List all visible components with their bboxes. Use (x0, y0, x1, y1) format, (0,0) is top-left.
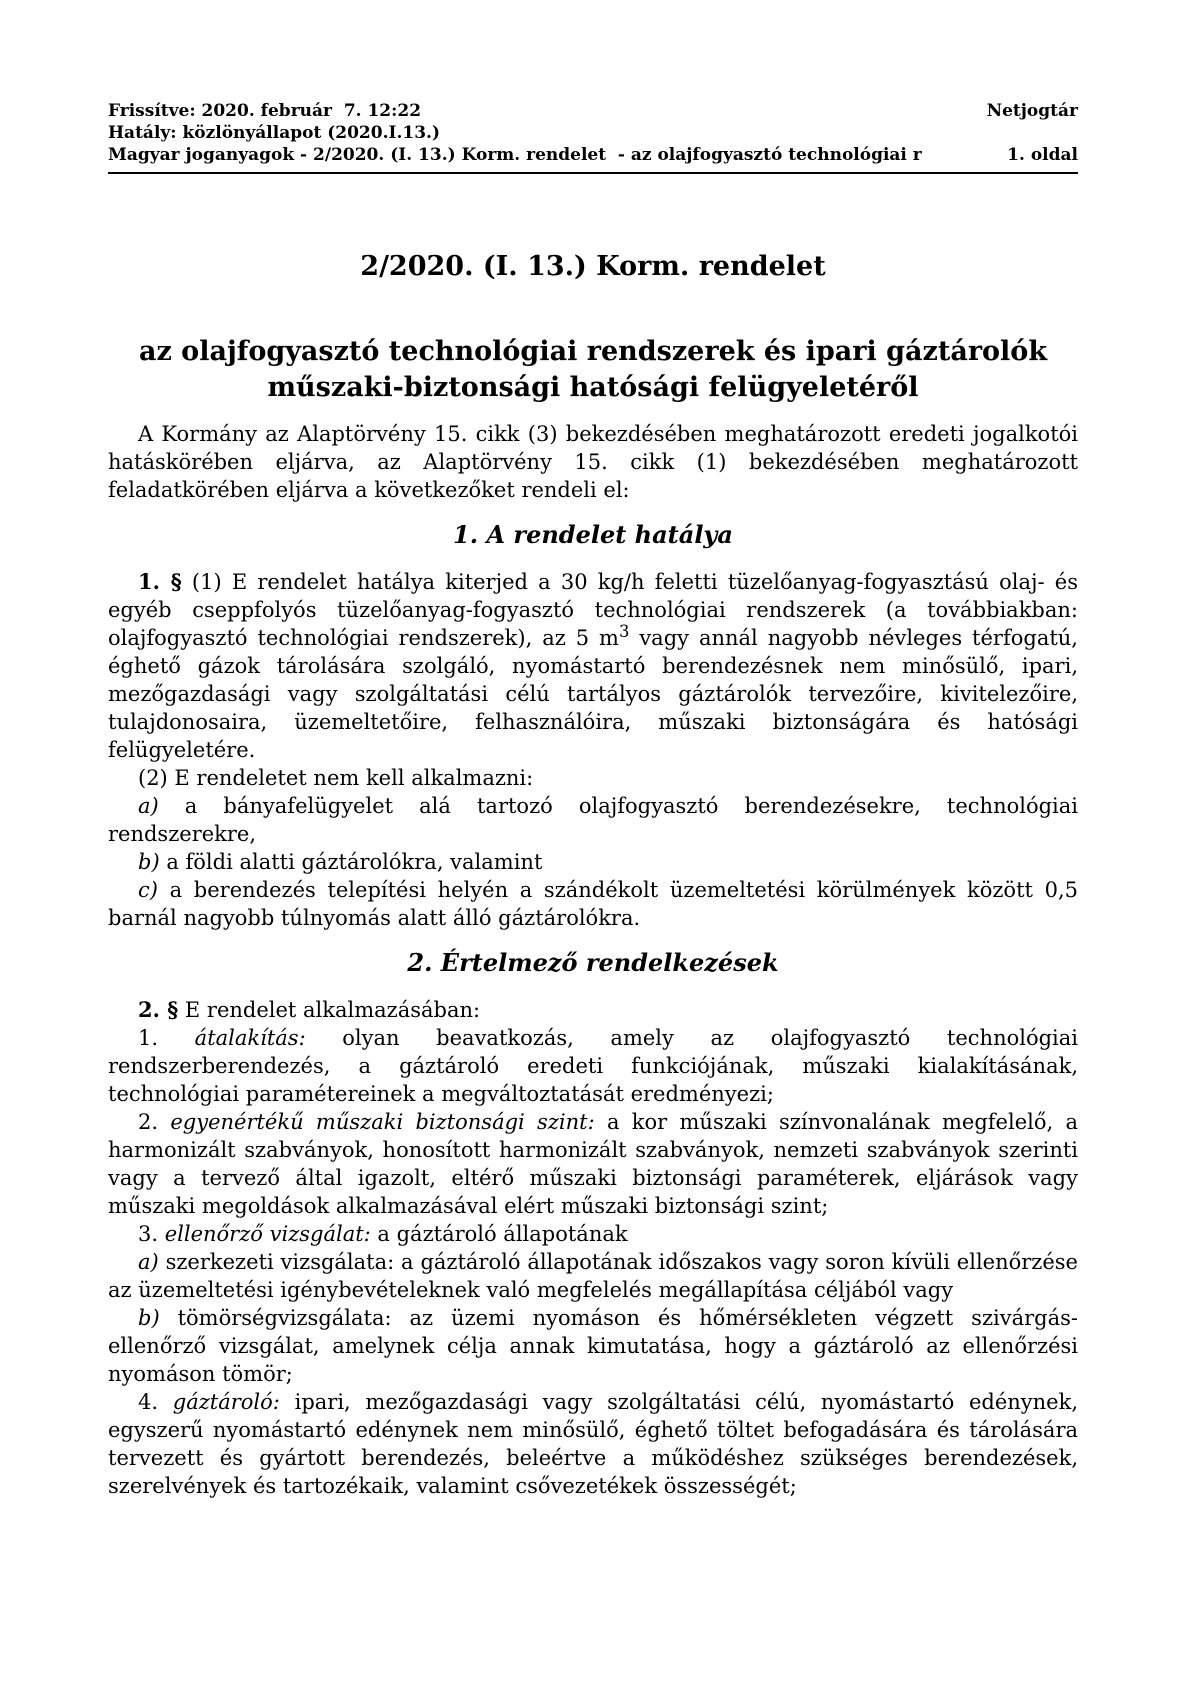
text-segment: 1. § (138, 569, 182, 594)
text-segment: a bányafelügyelet alá tartozó olajfogyasztó berendezésekre, technológiai rendszerekre, (108, 794, 1078, 846)
text-segment: egyenértékű műszaki biztonsági szint: (170, 1110, 595, 1134)
header-row-3 (108, 144, 1078, 166)
text-segment: a gáztároló állapotának (370, 1222, 628, 1246)
paragraph (108, 792, 1078, 848)
paragraph (108, 1024, 1078, 1108)
text-segment: c) (138, 878, 158, 902)
text-segment: b) (138, 850, 160, 874)
text-segment: E rendelet alkalmazásában: (178, 998, 481, 1022)
paragraph (108, 1220, 1078, 1248)
text-segment: ipari, mezőgazdasági vagy szolgáltatási célú, nyomástartó edénynek, egyszerű nyomástartó edénynek nem minősülő, éghető töltet befogadására és tárolására tervezett és gyártott berendezés, beleértve a működéshez szükséges berendezések, szerelvények és tartozékaik, valamint csővezetékek összességét; (108, 1390, 1078, 1498)
paragraph (108, 1108, 1078, 1220)
text-segment: a kor műszaki színvonalának megfelelő, a harmonizált szabványok, honosított harmonizált szabványok, nemzeti szabványok szerinti vagy a tervező által igazolt, eltérő műszaki biztonsági paraméterek, eljárások vagy műszaki megoldások alkalmazásával elért műszaki biztonsági szint; (108, 1110, 1078, 1218)
text-segment: 1. (138, 1026, 195, 1050)
paragraph (108, 1248, 1078, 1304)
paragraph (108, 996, 1078, 1024)
text-segment: átalakítás: (194, 1026, 306, 1050)
paragraph (108, 568, 1078, 764)
paragraph (108, 848, 1078, 876)
header-divider (108, 172, 1078, 174)
header-updated-text: Frissítve: 2020. február 7. 12:22 (108, 101, 422, 121)
document-header (108, 100, 1078, 174)
header-validity-text: Hatály: közlönyállapot (2020.I.13.) (108, 123, 440, 143)
text-segment: ellenőrző vizsgálat: (164, 1222, 371, 1246)
text-segment: olyan beavatkozás, amely az olajfogyasztó technológiai rendszerberendezés, a gáztároló eredeti funkciójának, műszaki kialakításának, technológiai paramétereinek a megváltoztatását eredményezi; (108, 1026, 1078, 1106)
paragraph (108, 420, 1078, 504)
decree-subtitle: az olajfogyasztó technológiai rendszerek és ipari gáztárolók műszaki-biztonsági hatósági felügyeletéről (138, 336, 1048, 403)
text-segment: 2. (138, 1110, 171, 1134)
header-page-number: 1. oldal (1007, 145, 1078, 165)
text-segment: gáztároló: (172, 1390, 280, 1414)
text-segment: a) (138, 1250, 159, 1274)
text-segment: (1) E rendelet hatálya kiterjed a 30 kg/h feletti tüzelőanyag-fogyasztású olaj- és egyéb cseppfolyós tüzelőanyag-fogyasztó technológiai rendszerek (a továbbiakban: olajfogyasztó technológiai rendszerek), az 5 m (108, 570, 1078, 650)
text-segment: szerkezeti vizsgálata: a gáztároló állapotának időszakos vagy soron kívüli ellenőrzése az üzemeltetési igénybevételeknek való megfelelés megállapítása céljából vagy (108, 1250, 1078, 1302)
paragraph (108, 764, 1078, 792)
text-segment: 4. (138, 1390, 173, 1414)
text-segment: (2) E rendeletet nem kell alkalmazni: (138, 766, 534, 790)
header-source-text: Magyar joganyagok - 2/2020. (I. 13.) Korm. rendelet - az olajfogyasztó technológiai r (108, 145, 922, 165)
document-body (108, 420, 1078, 1500)
decree-title: 2/2020. (I. 13.) Korm. rendelet (360, 251, 826, 282)
paragraph (108, 876, 1078, 932)
text-segment: a földi alatti gáztárolókra, valamint (159, 850, 543, 874)
text-segment: 2. § (138, 997, 179, 1022)
text-segment: 3. (138, 1222, 165, 1246)
text-segment: a berendezés telepítési helyén a szándékolt üzemeltetési körülmények között 0,5 barnál nagyobb túlnyomás alatt álló gáztárolókra. (108, 878, 1078, 930)
paragraph (108, 1304, 1078, 1388)
header-row-2 (108, 122, 1078, 144)
text-segment: A Kormány az Alaptörvény 15. cikk (3) bekezdésében meghatározott eredeti jogalkotói hatáskörében eljárva, az Alaptörvény 15. cikk (1) bekezdésében meghatározott feladatkörében eljárva a következőket rendeli el: (108, 422, 1078, 502)
netjogtar-brand-text: Netjogtár (986, 101, 1078, 121)
section-heading: 1. A rendelet hatálya (453, 520, 733, 549)
text-segment: b) (138, 1306, 160, 1330)
text-segment: vagy annál nagyobb névleges térfogatú, éghető gázok tárolására szolgáló, nyomástartó berendezésnek nem minősülő, ipari, mezőgazdasági vagy szolgáltatási célú tartályos gáztárolók tervezőire, kivitelezőire, tulajdonosaira, üzemeltetőire, felhasználóira, műszaki biztonságára és hatósági felügyeletére. (108, 626, 1078, 762)
text-segment: tömörségvizsgálata: az üzemi nyomáson és hőmérsékleten végzett szivárgás-ellenőrző vizsgálat, amelynek célja annak kimutatása, hogy a gáztároló az ellenőrzési nyomáson tömör; (108, 1306, 1078, 1386)
text-segment: a) (138, 794, 159, 818)
superscript-text: 3 (618, 622, 630, 641)
paragraph (108, 1388, 1078, 1500)
section-heading: 2. Értelmező rendelkezések (407, 948, 779, 977)
header-row-1 (108, 100, 1078, 122)
